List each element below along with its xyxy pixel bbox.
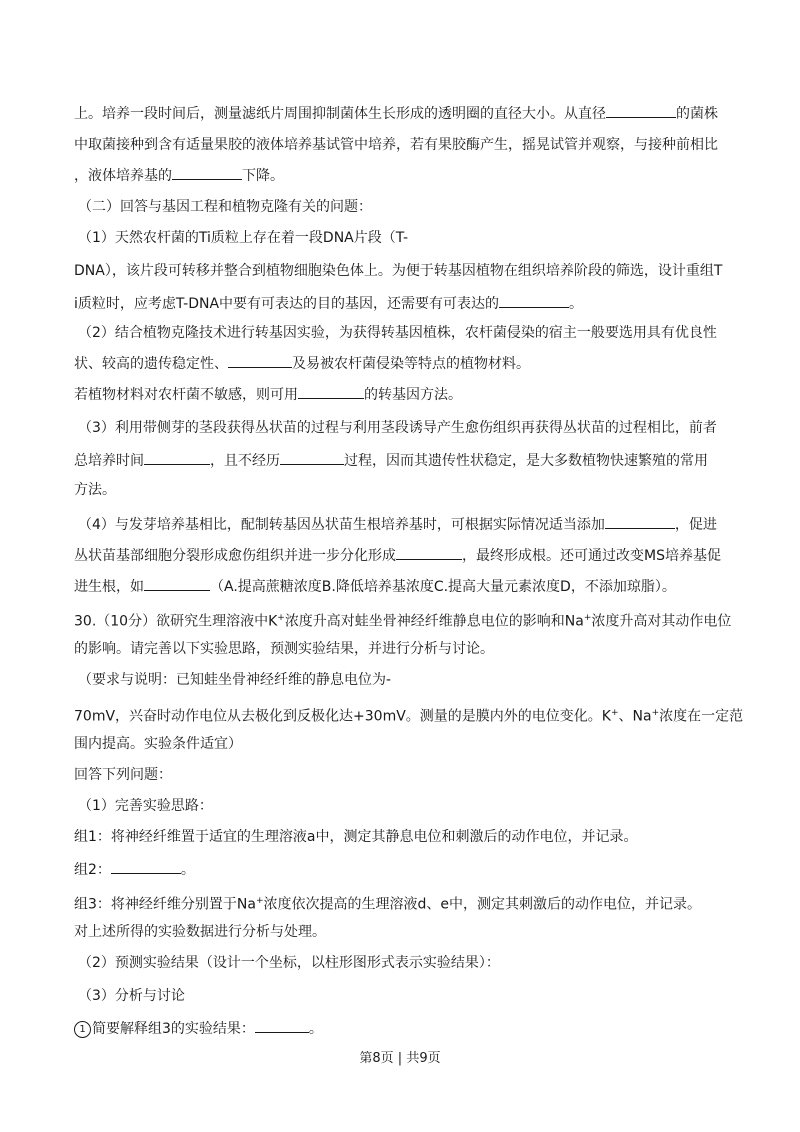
- text-line: （3）利用带侧芽的茎段获得丛状苗的过程与利用茎段诱导产生愈伤组织再获得丛状苗的过程相比，前者: [78, 420, 717, 436]
- text-line: 组1：将神经纤维置于适宜的生理溶液a中，测定其静息电位和刺激后的动作电位，并记录。: [74, 829, 638, 845]
- answer-blank[interactable]: [396, 544, 462, 560]
- text-line: 丛状苗基部细胞分裂形成愈伤组织并进一步分化形成 ，最终形成根。还可通过改变MS培养基促: [74, 544, 721, 566]
- text-line: 1 简要解释组3的实验结果： 。: [74, 1017, 323, 1039]
- text-line: 组2： 。: [74, 858, 195, 880]
- text-line: （4）与发芽培养基相比，配制转基因丛状苗生根培养基时，可根据实际情况适当添加 ，促进: [78, 513, 717, 535]
- text-line: i质粒时，应考虑T-DNA中要有可表达的目的基因，还需要有可表达的 。: [74, 292, 583, 314]
- text-line: （1）完善实验思路：: [78, 798, 213, 814]
- circled-number: 1: [74, 1021, 91, 1038]
- text-line: 的影响。请完善以下实验思路，预测实验结果，并进行分析与讨论。: [74, 641, 494, 657]
- answer-blank[interactable]: [172, 164, 242, 180]
- text-line: ，液体培养基的 下降。: [74, 164, 284, 186]
- text-line: 围内提高。实验条件适宜）: [74, 736, 242, 752]
- answer-blank[interactable]: [144, 449, 210, 465]
- text-line: （1）天然农杆菌的Ti质粒上存在着一段DNA片段（T-: [78, 230, 409, 246]
- answer-blank[interactable]: [111, 858, 181, 874]
- question-30-line: 30.（10分）欲研究生理溶液中K+浓度升高对蛙坐骨神经纤维静息电位的影响和Na+浓度升高对其动作电位: [74, 613, 732, 630]
- text-line: 状、较高的遗传稳定性、 及易被农杆菌侵染等特点的植物材料。: [74, 352, 530, 374]
- text-line: 上。培养一段时间后，测量滤纸片周围抑制菌体生长形成的透明圈的直径大小。从直径 的菌株: [74, 102, 718, 124]
- answer-blank[interactable]: [606, 102, 676, 118]
- text-line: 中取菌接种到含有适量果胶的液体培养基试管中培养，若有果胶酶产生，摇晃试管并观察，与接种前相比: [74, 137, 718, 153]
- text-line: 总培养时间 ，且不经历 过程，因而其遗传性状稳定，是大多数植物快速繁殖的常用: [74, 449, 708, 471]
- text-line: DNA），该片段可转移并整合到植物细胞染色体上。为便于转基因植物在组织培养阶段的筛选，设计重组T: [74, 263, 723, 279]
- text-line: （要求与说明：已知蛙坐骨神经纤维的静息电位为-: [78, 672, 392, 688]
- answer-blank[interactable]: [605, 513, 675, 529]
- answer-blank[interactable]: [144, 575, 210, 591]
- text-line: （2）预测实验结果（设计一个坐标，以柱形图形式表示实验结果）：: [78, 955, 500, 971]
- text-line: 70mV，兴奋时动作电位从去极化到反极化达+30mV。测量的是膜内外的电位变化。K+、Na+浓度在一定范: [74, 708, 744, 725]
- answer-blank[interactable]: [499, 292, 569, 308]
- section-heading: （二）回答与基因工程和植物克隆有关的问题：: [78, 199, 372, 215]
- text-line: 方法。: [74, 482, 116, 498]
- text-line: （2）结合植物克隆技术进行转基因实验，为获得转基因植株，农杆菌侵染的宿主一般要选用具有优良性: [78, 325, 717, 341]
- text-line: 对上述所得的实验数据进行分析与处理。: [74, 924, 326, 940]
- answer-blank[interactable]: [255, 1017, 309, 1033]
- text-line: （3）分析与讨论: [78, 988, 185, 1004]
- answer-blank[interactable]: [228, 352, 292, 368]
- text-line: 组3：将神经纤维分别置于Na+浓度依次提高的生理溶液d、e中，测定其刺激后的动作电位，并记录。: [74, 896, 702, 913]
- text-line: 若植物材料对农杆菌不敏感，则可用 的转基因方法。: [74, 383, 462, 405]
- text-line: 进生根，如 （A.提高蔗糖浓度B.降低培养基浓度C.提高大量元素浓度D，不添加琼脂）。: [74, 575, 676, 597]
- text-line: 回答下列问题：: [74, 767, 172, 783]
- answer-blank[interactable]: [280, 449, 344, 465]
- page-footer: 第8页 | 共9页: [359, 1051, 441, 1066]
- answer-blank[interactable]: [298, 383, 364, 399]
